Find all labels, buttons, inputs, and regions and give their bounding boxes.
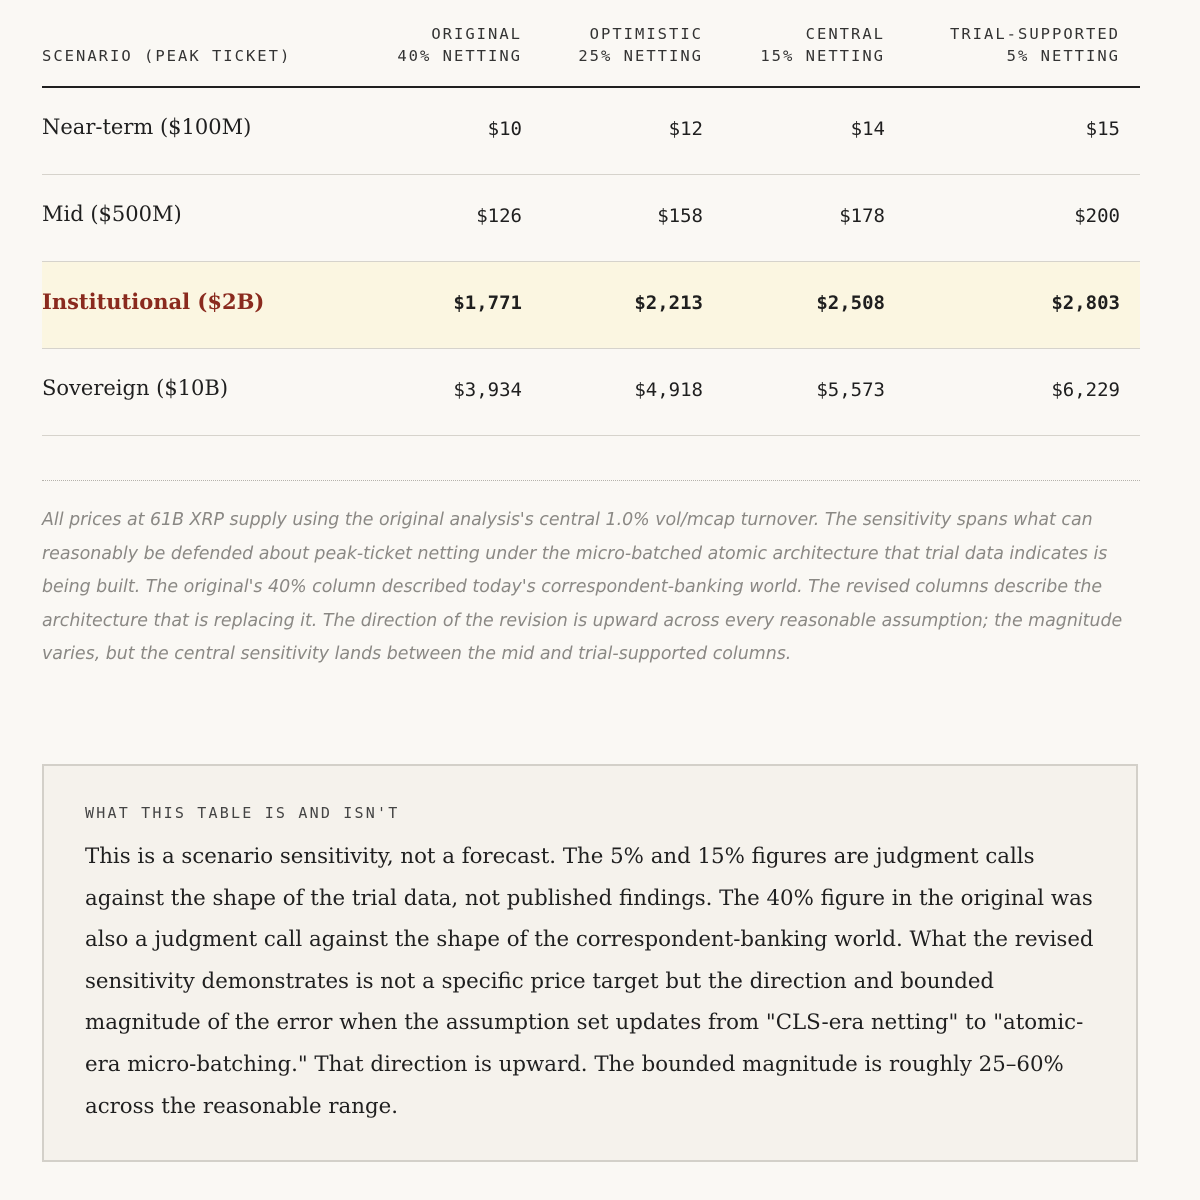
cell-original: $3,934 — [453, 379, 522, 401]
cell-trial-supported: $6,229 — [1051, 379, 1120, 401]
cell-trial-supported: $15 — [1085, 118, 1120, 140]
cell-original: $10 — [487, 118, 522, 140]
table-row-institutional — [42, 262, 1140, 349]
cell-central: $2,508 — [816, 292, 885, 314]
table-row-sovereign — [42, 349, 1140, 436]
cell-central: $5,573 — [816, 379, 885, 401]
table-row-near-term — [42, 88, 1140, 175]
column-header-optimistic: OPTIMISTIC 25% NETTING — [578, 25, 703, 65]
row-label: Mid ($500M) — [42, 202, 182, 226]
cell-optimistic: $4,918 — [634, 379, 703, 401]
column-header-trial-supported: TRIAL-SUPPORTED 5% NETTING — [950, 25, 1120, 65]
cell-original: $126 — [476, 205, 522, 227]
cell-original: $1,771 — [453, 292, 522, 314]
cell-trial-supported: $200 — [1074, 205, 1120, 227]
sensitivity-table — [42, 0, 1140, 436]
table-row-mid — [42, 175, 1140, 262]
cell-trial-supported: $2,803 — [1051, 292, 1120, 314]
cell-optimistic: $158 — [657, 205, 703, 227]
callout-box — [42, 764, 1138, 1162]
column-header-scenario: SCENARIO (PEAK TICKET) — [42, 47, 292, 65]
row-label: Near-term ($100M) — [42, 115, 252, 139]
column-header-original: ORIGINAL 40% NETTING — [397, 25, 522, 65]
dotted-divider — [42, 480, 1140, 481]
callout-body: This is a scenario sensitivity, not a forecast. The 5% and 15% figures are judgment calls against the shape of the trial data, not published findings. The 40% figure in the original was also a judgment call against the shape of the correspondent-banking world. What the revised sensitivity demonstrates is not a specific price target but the direction and bounded magnitude of the error when the assumption set updates from "CLS-era netting" to "atomic-era micro-batching." That direction is upward. The bounded magnitude is roughly 25–60% across the reasonable range. — [85, 844, 1094, 1119]
column-header-central: CENTRAL 15% NETTING — [760, 25, 885, 65]
table-footnote: All prices at 61B XRP supply using the original analysis's central 1.0% vol/mcap turnover. The sensitivity spans what can reasonably be defended about peak-ticket netting under the micro-batched atomic architecture that trial data indicates is being built. The original's 40% column described today's correspondent-banking world. The revised columns describe the architecture that is replacing it. The direction of the revision is upward across every reasonable assumption; the magnitude varies, but the central sensitivity lands between the mid and trial-supported columns. — [42, 510, 1123, 665]
cell-central: $14 — [850, 118, 885, 140]
row-label: Sovereign ($10B) — [42, 376, 229, 400]
cell-optimistic: $2,213 — [634, 292, 703, 314]
cell-central: $178 — [839, 205, 885, 227]
callout-heading: WHAT THIS TABLE IS AND ISN'T — [85, 804, 400, 822]
row-label: Institutional ($2B) — [42, 289, 265, 314]
table-header — [42, 0, 1140, 88]
cell-optimistic: $12 — [668, 118, 703, 140]
